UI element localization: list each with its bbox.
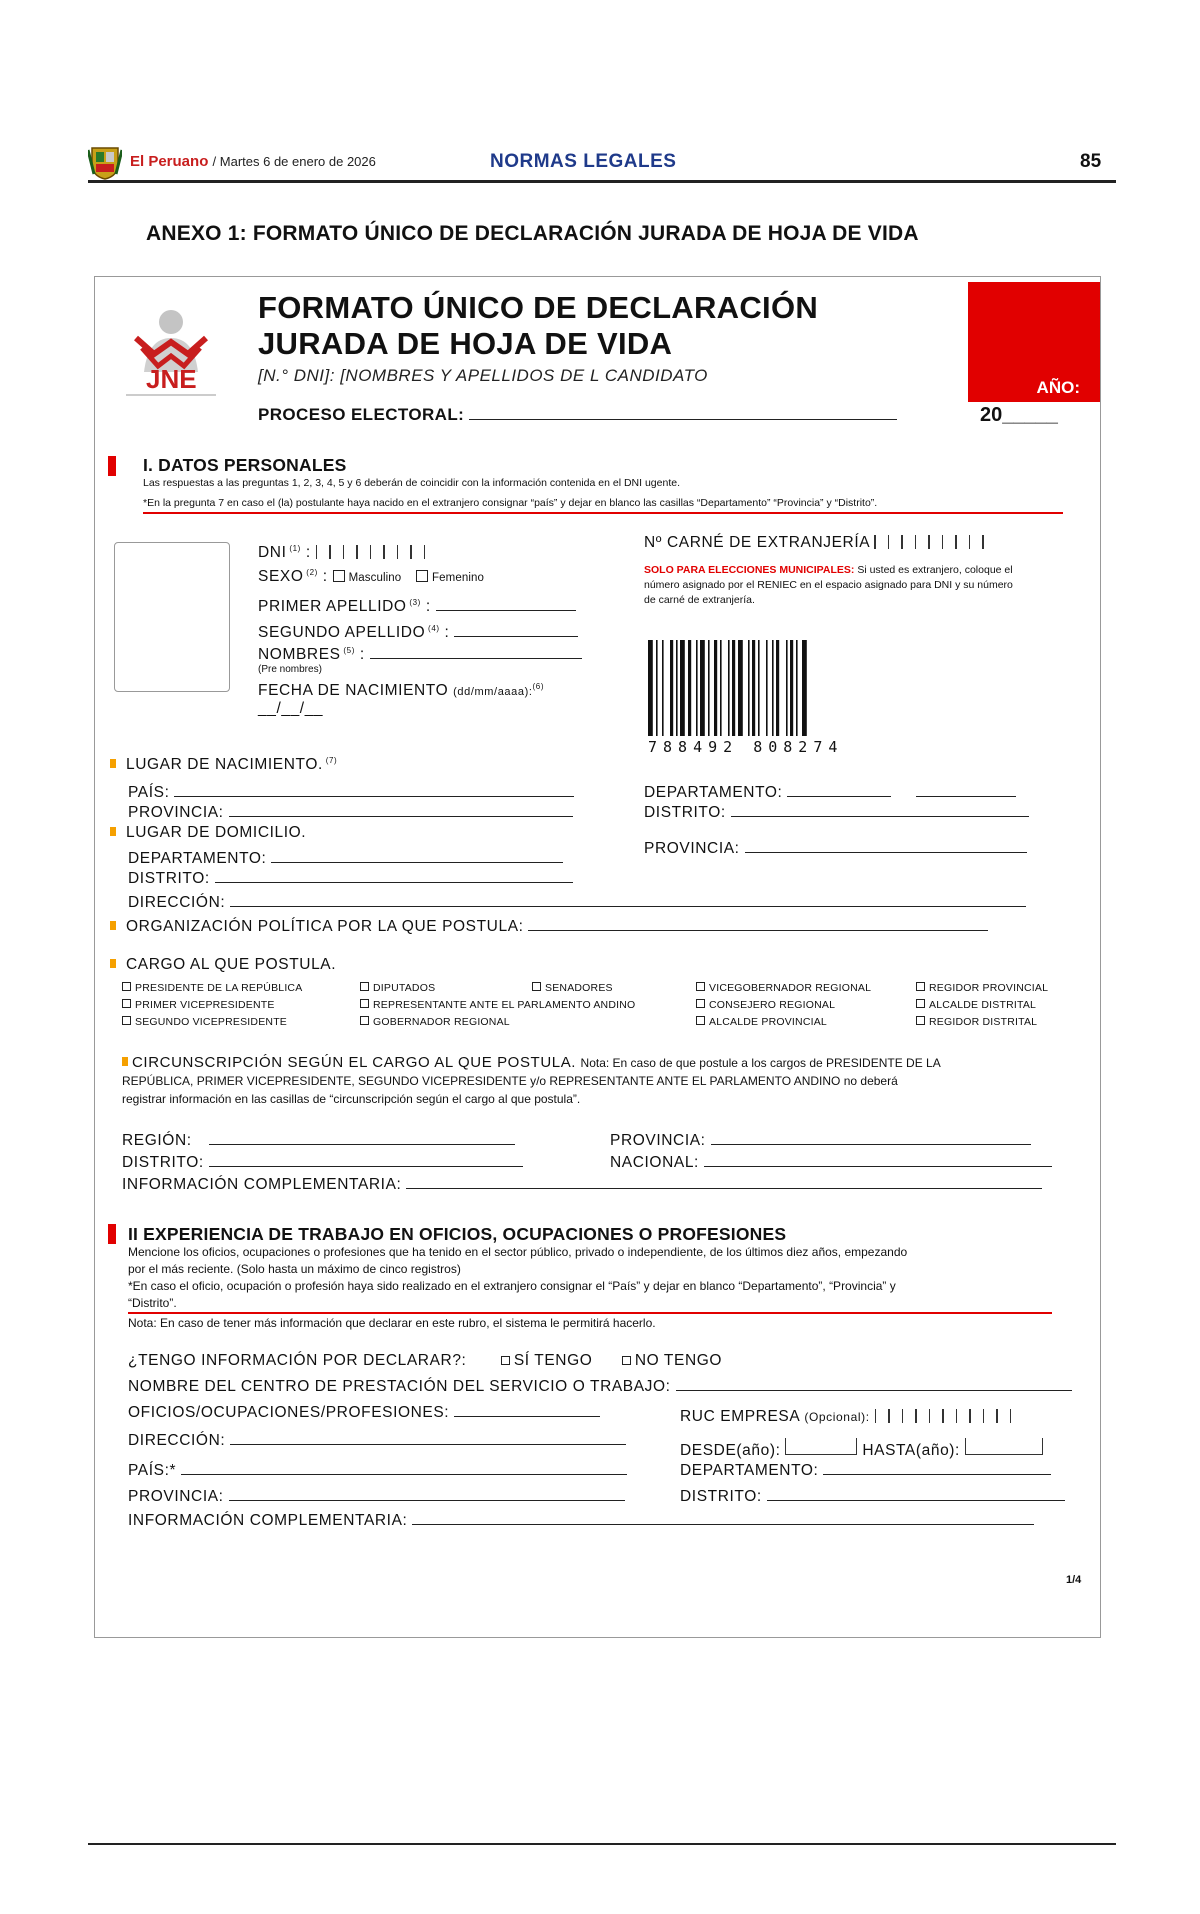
dom-provincia-field[interactable] <box>745 836 1027 853</box>
dom-distrito-label: DISTRITO: <box>128 870 210 887</box>
cargo-option: REGIDOR DISTRITAL <box>929 1016 1038 1028</box>
lugar-nac-label: LUGAR DE NACIMIENTO. <box>126 756 323 774</box>
ruc-field[interactable] <box>875 1409 1024 1428</box>
section2-note4: “Distrito”. <box>128 1296 177 1310</box>
bullet-icon <box>110 921 116 930</box>
cargo-checkbox[interactable] <box>122 999 131 1008</box>
barcode-bar <box>758 640 760 736</box>
nombres-field[interactable] <box>370 642 582 659</box>
header-rule <box>88 180 1116 183</box>
no-tengo-label: NO TENGO <box>634 1352 723 1369</box>
barcode-bar <box>680 640 685 736</box>
brand-name: El Peruano <box>130 153 209 170</box>
centro-label: NOMBRE DEL CENTRO DE PRESTACIÓN DEL SERVICIO O TRABAJO: <box>128 1378 671 1395</box>
segundo-apellido-label: SEGUNDO APELLIDO <box>258 624 426 641</box>
barcode-bar <box>714 640 717 736</box>
si-tengo-label: SÍ TENGO <box>513 1352 593 1369</box>
barcode-bar <box>720 640 722 736</box>
nac-distrito-label: DISTRITO: <box>644 804 726 821</box>
cargo-checkbox[interactable] <box>532 982 541 991</box>
barcode-bar <box>656 640 658 736</box>
bullet-icon <box>110 759 116 768</box>
nac-departamento-field-2[interactable] <box>916 780 1016 797</box>
femenino-label: Femenino <box>432 572 484 585</box>
barcode <box>648 640 848 756</box>
barcode-bar <box>708 640 710 736</box>
section2-note5: Nota: En caso de tener más información que declarar en este rubro, el sistema le permitirá hacerlo. <box>128 1316 656 1330</box>
header-date: / Martes 6 de enero de 2026 <box>212 154 376 169</box>
circ-distrito-field[interactable] <box>209 1150 523 1167</box>
cargo-option: REPRESENTANTE ANTE EL PARLAMENTO ANDINO <box>373 999 636 1011</box>
nacional-label: NACIONAL: <box>610 1154 699 1171</box>
carne-label: Nº CARNÉ DE EXTRANJERÍA <box>644 534 870 551</box>
cargo-option: VICEGOBERNADOR REGIONAL <box>709 982 872 994</box>
exp-provincia-field[interactable] <box>229 1484 625 1501</box>
nac-pais-label: PAÍS: <box>128 784 170 801</box>
carne-field[interactable] <box>874 535 996 554</box>
cargo-option: SENADORES <box>545 982 613 994</box>
section1-marker <box>108 456 116 476</box>
circ-distrito-label: DISTRITO: <box>122 1154 204 1171</box>
bullet-icon <box>110 959 116 968</box>
nombres-label: NOMBRES <box>258 646 341 663</box>
section1-note2: *En la pregunta 7 en caso el (la) postulante haya nacido en el extranjero consignar “país” y dejar en blanco las casillas “Departamento” “Provincia” y “Distrito”. <box>143 497 878 509</box>
si-tengo-checkbox[interactable] <box>501 1356 510 1365</box>
form-subtitle: [N.° DNI]: [NOMBRES Y APELLIDOS DE L CANDIDATO <box>258 366 708 385</box>
cargo-checkbox[interactable] <box>360 1016 369 1025</box>
footer-rule <box>88 1843 1116 1845</box>
exp-info-comp-field[interactable] <box>412 1508 1034 1525</box>
form-title-line1: FORMATO ÚNICO DE DECLARACIÓN <box>258 290 819 325</box>
masculino-checkbox[interactable] <box>333 570 345 582</box>
barcode-bar <box>670 640 673 736</box>
cargo-checkbox[interactable] <box>360 982 369 991</box>
section2-note3: *En caso el oficio, ocupación o profesión haya sido realizado en el extranjero consignar el “País” y dejar en blanco “Departamento”, “Provincia” y <box>128 1279 896 1293</box>
barcode-bar <box>688 640 691 736</box>
lugar-dom-label: LUGAR DE DOMICILIO. <box>126 824 307 841</box>
hasta-label: HASTA(año): <box>862 1442 960 1459</box>
elec-mun-label: SOLO PARA ELECCIONES MUNICIPALES: <box>644 564 855 576</box>
barcode-bar <box>700 640 705 736</box>
cargo-col4 <box>696 980 871 1031</box>
exp-departamento-label: DEPARTAMENTO: <box>680 1462 819 1479</box>
ruc-optional: (Opcional): <box>804 1410 870 1424</box>
exp-distrito-field[interactable] <box>767 1484 1065 1501</box>
nac-pais-field[interactable] <box>174 780 574 797</box>
segundo-apellido-field[interactable] <box>454 620 578 637</box>
barcode-bar <box>676 640 678 736</box>
exp-direccion-label: DIRECCIÓN: <box>128 1432 226 1449</box>
desde-field[interactable] <box>785 1438 857 1455</box>
cargo-option: ALCALDE DISTRITAL <box>929 999 1037 1011</box>
fecha-nac-label: FECHA DE NACIMIENTO <box>258 682 449 700</box>
barcode-bar <box>728 640 730 736</box>
cargo-checkbox[interactable] <box>696 982 705 991</box>
proceso-electoral-label: PROCESO ELECTORAL: <box>258 405 465 424</box>
dom-provincia-label: PROVINCIA: <box>644 840 740 857</box>
barcode-bar <box>772 640 774 736</box>
form-title-line2: JURADA DE HOJA DE VIDA <box>258 326 673 361</box>
elec-mun-text1: Si usted es extranjero, coloque el <box>857 564 1013 576</box>
annex-title: ANEXO 1: FORMATO ÚNICO DE DECLARACIÓN JURADA DE HOJA DE VIDA <box>146 222 919 245</box>
fecha-nac-format: (dd/mm/aaaa): <box>453 686 533 699</box>
oficios-field[interactable] <box>454 1400 600 1417</box>
circ-label: CIRCUNSCRIPCIÓN SEGÚN EL CARGO AL QUE POSTULA. <box>132 1054 577 1071</box>
cargo-col3 <box>532 980 613 997</box>
dni-field[interactable] <box>316 545 438 564</box>
dom-departamento-label: DEPARTAMENTO: <box>128 850 267 867</box>
org-politica-label: ORGANIZACIÓN POLÍTICA POR LA QUE POSTULA: <box>126 918 524 935</box>
tengo-label: ¿TENGO INFORMACIÓN POR DECLARAR?: <box>128 1352 467 1369</box>
cargo-checkbox[interactable] <box>696 999 705 1008</box>
barcode-bar <box>738 640 743 736</box>
dom-distrito-field[interactable] <box>215 866 573 883</box>
circ-provincia-label: PROVINCIA: <box>610 1132 706 1149</box>
cargo-checkbox[interactable] <box>122 982 131 991</box>
barcode-bar <box>796 640 798 736</box>
cargo-option: CONSEJERO REGIONAL <box>709 999 836 1011</box>
barcode-bar <box>752 640 755 736</box>
primer-apellido-field[interactable] <box>436 594 576 611</box>
dom-direccion-label: DIRECCIÓN: <box>128 894 226 911</box>
barcode-bar <box>748 640 750 736</box>
nacional-field[interactable] <box>704 1150 1052 1167</box>
cargo-option: SEGUNDO VICEPRESIDENTE <box>135 1016 288 1028</box>
dom-direccion-field[interactable] <box>230 890 1026 907</box>
cargo-option: REGIDOR PROVINCIAL <box>929 982 1049 994</box>
barcode-bar <box>696 640 698 736</box>
barcode-bar <box>662 640 664 736</box>
page-indicator: 1/4 <box>1066 1574 1082 1586</box>
cargo-col1 <box>122 980 302 1031</box>
section2-note2: por el más reciente. (Solo hasta un máximo de cinco registros) <box>128 1262 461 1276</box>
cargo-checkbox[interactable] <box>916 1016 925 1025</box>
region-field[interactable] <box>209 1128 515 1145</box>
primer-apellido-label: PRIMER APELLIDO <box>258 598 407 615</box>
exp-distrito-label: DISTRITO: <box>680 1488 762 1505</box>
nac-departamento-field[interactable] <box>787 780 891 797</box>
circ-note2: REPÚBLICA, PRIMER VICEPRESIDENTE, SEGUNDO VICEPRESIDENTE y/o REPRESENTANTE ANTE EL PARLAMENTO ANDINO no deberá <box>122 1074 898 1088</box>
barcode-bar <box>648 640 653 736</box>
sexo-label: SEXO <box>258 568 304 586</box>
section2-note1: Mencione los oficios, ocupaciones o profesiones que ha tenido en el sector público, privado o independiente, de los últimos diez años, empezando <box>128 1245 908 1259</box>
region-label: REGIÓN: <box>122 1132 192 1149</box>
photo-box[interactable] <box>114 542 230 692</box>
barcode-bar <box>790 640 793 736</box>
barcode-bar <box>766 640 768 736</box>
prenombres-note: (Pre nombres) <box>258 664 322 675</box>
barcode-bar <box>802 640 807 736</box>
nac-provincia-label: PROVINCIA: <box>128 804 224 821</box>
cargo-checkbox[interactable] <box>696 1016 705 1025</box>
circ-note1: Nota: En caso de que postule a los cargos de PRESIDENTE DE LA <box>580 1056 941 1070</box>
barcode-bar <box>776 640 779 736</box>
cargo-option: DIPUTADOS <box>373 982 436 994</box>
desde-label: DESDE(año): <box>680 1442 781 1459</box>
circ-note3: registrar información en las casillas de “circunscripción según el cargo al que postula”. <box>122 1092 581 1106</box>
section1-title: I. DATOS PERSONALES <box>143 455 347 475</box>
circ-provincia-field[interactable] <box>711 1128 1031 1145</box>
exp-provincia-label: PROVINCIA: <box>128 1488 224 1505</box>
barcode-bar <box>786 640 788 736</box>
nac-distrito-field[interactable] <box>731 800 1029 817</box>
exp-pais-label: PAÍS:* <box>128 1462 177 1479</box>
cargo-option: PRESIDENTE DE LA REPÚBLICA <box>135 982 303 994</box>
section-name: NORMAS LEGALES <box>490 151 677 172</box>
exp-pais-field[interactable] <box>181 1458 627 1475</box>
circ-info-comp-field[interactable] <box>406 1172 1042 1189</box>
masculino-label: Masculino <box>348 572 402 585</box>
nac-departamento-label: DEPARTAMENTO: <box>644 784 783 801</box>
dni-label: DNI <box>258 544 287 562</box>
nac-provincia-field[interactable] <box>229 800 573 817</box>
dom-departamento-field[interactable] <box>271 846 563 863</box>
femenino-checkbox[interactable] <box>416 570 428 582</box>
elec-mun-text3: de carné de extranjería. <box>644 594 755 606</box>
jne-logo <box>126 308 216 398</box>
cargo-label: CARGO AL QUE POSTULA. <box>126 956 337 973</box>
no-tengo-checkbox[interactable] <box>622 1356 631 1365</box>
bullet-icon <box>110 827 116 836</box>
centro-field[interactable] <box>676 1374 1072 1391</box>
cargo-checkbox[interactable] <box>916 999 925 1008</box>
oficios-label: OFICIOS/OCUPACIONES/PROFESIONES: <box>128 1404 450 1421</box>
section1-note1: Las respuestas a las preguntas 1, 2, 3, 4, 5 y 6 deberán de coincidir con la información contenida en el DNI ugente. <box>143 477 680 489</box>
exp-departamento-field[interactable] <box>823 1458 1051 1475</box>
org-politica-field[interactable] <box>528 914 988 931</box>
barcode-bar <box>732 640 735 736</box>
bullet-icon <box>122 1057 128 1066</box>
jne-logo-text: JNE <box>146 364 197 394</box>
circ-info-comp-label: INFORMACIÓN COMPLEMENTARIA: <box>122 1176 402 1193</box>
ruc-label: RUC EMPRESA <box>680 1408 800 1425</box>
hasta-field[interactable] <box>965 1438 1043 1455</box>
year-label: AÑO: <box>1036 378 1080 397</box>
section2-title: II EXPERIENCIA DE TRABAJO EN OFICIOS, OCUPACIONES O PROFESIONES <box>128 1224 787 1244</box>
cargo-col5 <box>916 980 1048 1031</box>
coat-of-arms-icon <box>88 144 122 180</box>
elec-mun-text2: número asignado por el RENIEC en el espacio asignado para DNI y su número <box>644 579 1013 591</box>
cargo-option: GOBERNADOR REGIONAL <box>373 1016 510 1028</box>
section1-red-rule <box>143 512 1063 514</box>
section2-red-rule <box>128 1312 1052 1314</box>
year-field[interactable]: 20_____ <box>980 404 1058 426</box>
cargo-checkbox[interactable] <box>916 982 925 991</box>
cargo-checkbox[interactable] <box>122 1016 131 1025</box>
fecha-nac-field[interactable]: __/__/__ <box>258 700 324 717</box>
barcode-number: 788492 808274 <box>648 738 844 756</box>
exp-direccion-field[interactable] <box>230 1428 626 1445</box>
page-number: 85 <box>1080 151 1102 172</box>
section2-marker <box>108 1224 116 1244</box>
proceso-electoral-field[interactable] <box>469 403 897 420</box>
cargo-option: ALCALDE PROVINCIAL <box>709 1016 827 1028</box>
cargo-checkbox[interactable] <box>360 999 369 1008</box>
exp-info-comp-label: INFORMACIÓN COMPLEMENTARIA: <box>128 1512 408 1529</box>
cargo-option: PRIMER VICEPRESIDENTE <box>135 999 275 1011</box>
logo-tagline-line <box>126 394 216 396</box>
year-box <box>968 282 1100 402</box>
